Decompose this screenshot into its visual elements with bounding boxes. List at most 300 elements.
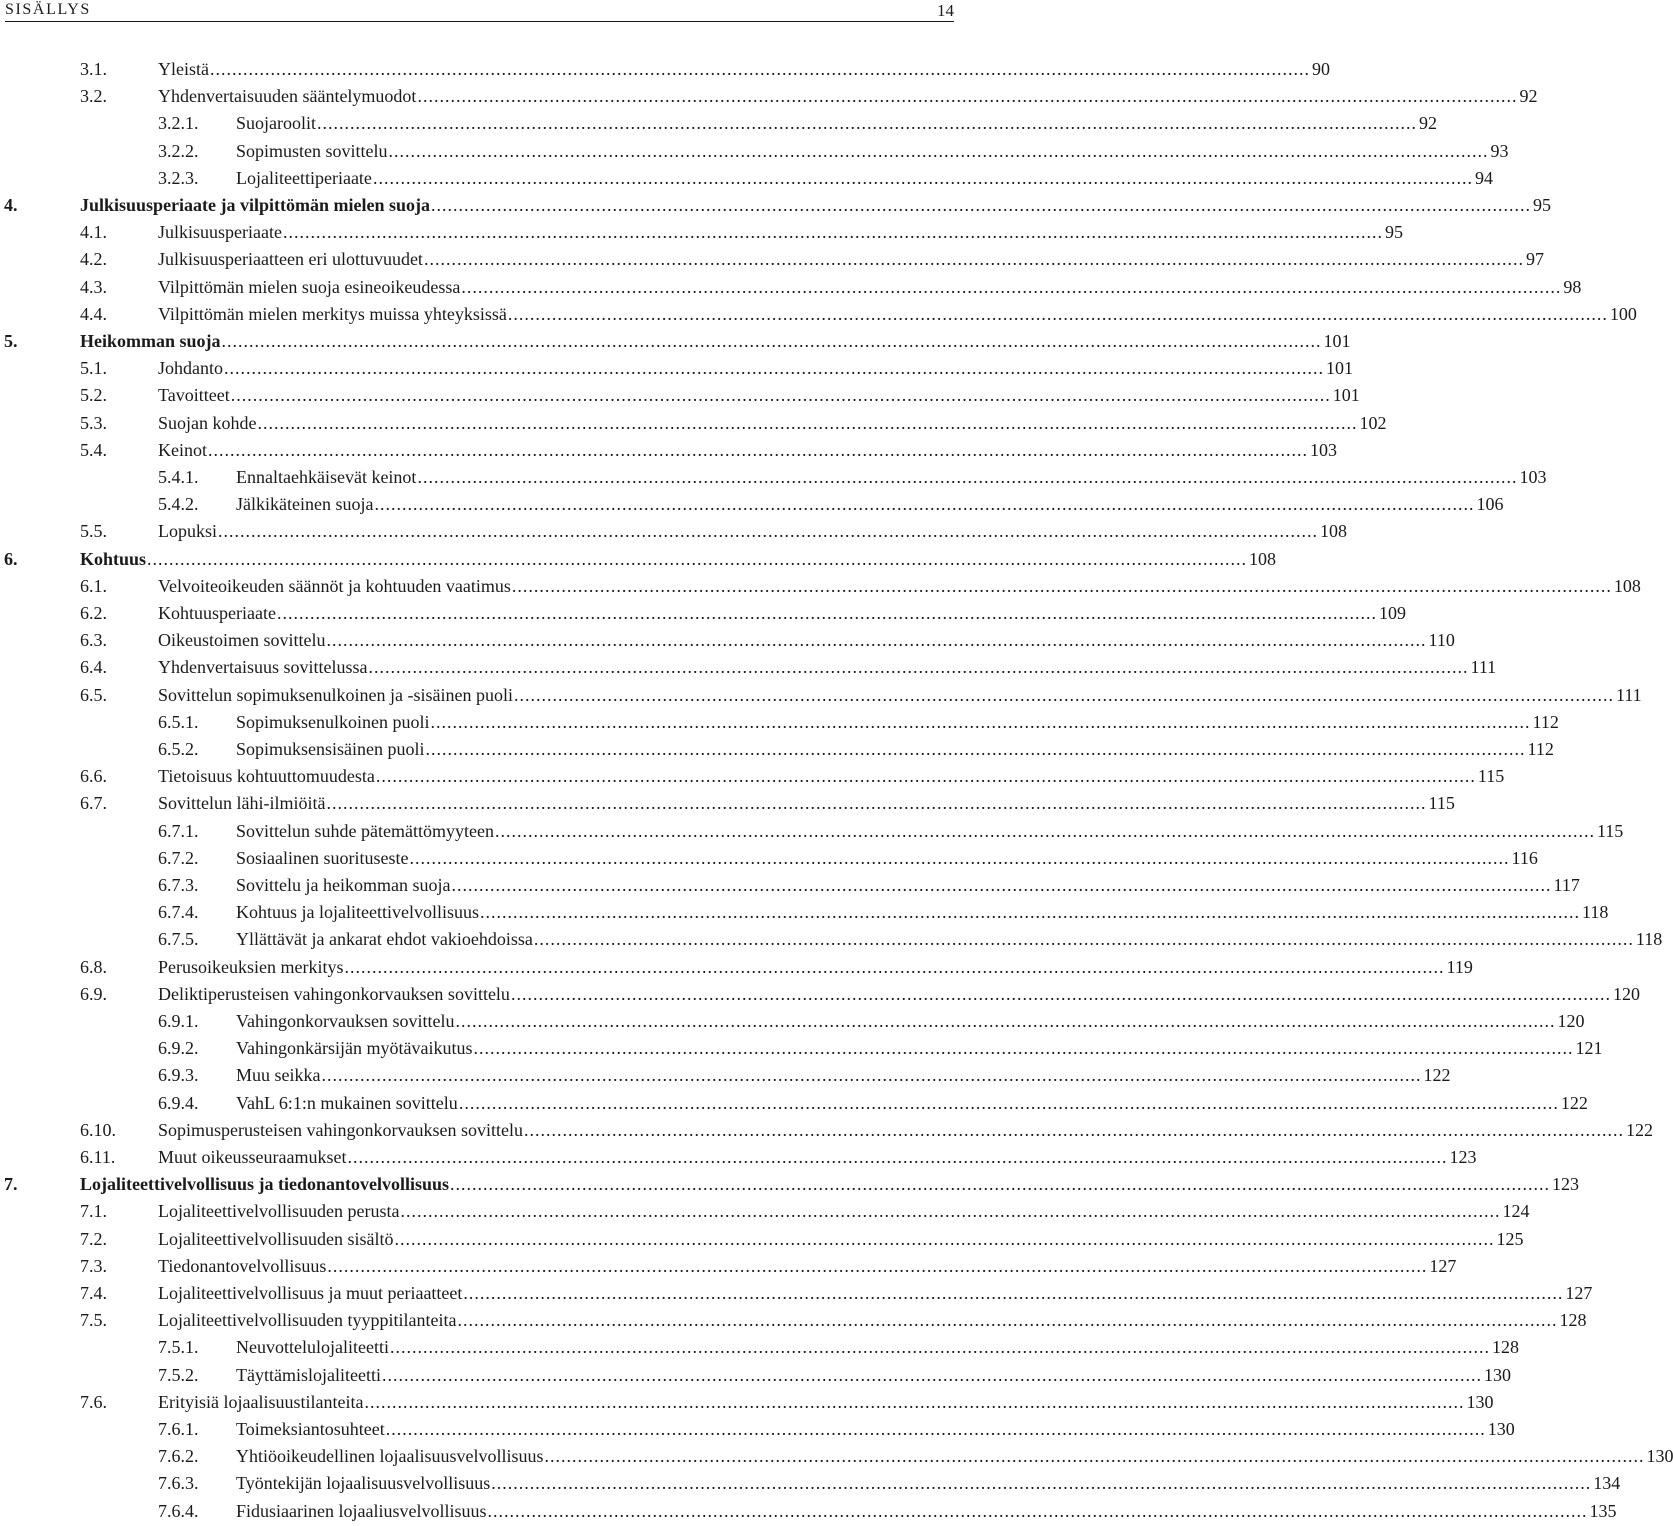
toc-entry-number: 7.5.2.: [158, 1364, 199, 1385]
toc-entry-page: 134: [1593, 1473, 1621, 1494]
toc-entry: [0, 1416, 1515, 1443]
toc-entry: [0, 1062, 1451, 1089]
dot-leader: ........................................................................................................................................................................................................: [326, 793, 1427, 814]
toc-entry-title: Julkisuusperiaate ja vilpittömän mielen suoja: [80, 195, 431, 215]
toc-entry-page: 92: [1519, 86, 1538, 107]
toc-entry-line: [158, 1389, 1494, 1416]
toc-entry: [0, 1226, 1524, 1253]
toc-entry-number: 6.7.3.: [158, 875, 199, 895]
toc-entry-number: 6.10.: [80, 1119, 116, 1140]
toc-entry-line: [158, 600, 1406, 627]
dot-leader: ........................................................................................................................................................................................................: [491, 1473, 1592, 1494]
toc-entry: [0, 1198, 1530, 1225]
toc-entry-page: 128: [1491, 1337, 1519, 1358]
toc-entry-page: 115: [1477, 766, 1505, 787]
toc-entry-page: 103: [1310, 439, 1337, 460]
toc-entry-page: 123: [1449, 1147, 1477, 1167]
toc-entry-line: [158, 573, 1641, 600]
toc-entry: [0, 926, 1663, 953]
dot-leader: ........................................................................................................................................................................................................: [457, 1310, 1558, 1331]
toc-entry-title: Julkisuusperiaatteen eri ulottuvuudet: [158, 249, 423, 270]
dot-leader: ........................................................................................................................................................................................................: [417, 467, 1518, 487]
toc-entry-page: 95: [1533, 195, 1552, 215]
toc-entry-page: 108: [1613, 575, 1641, 596]
dot-leader: ........................................................................................................................................................................................................: [423, 249, 1524, 270]
toc-entry-page: 92: [1419, 113, 1437, 134]
toc-entry-page: 120: [1612, 983, 1640, 1004]
toc-entry: [0, 437, 1337, 464]
toc-entry-page: 122: [1625, 1119, 1653, 1140]
toc-entry-title: Suojaroolit: [236, 113, 316, 134]
toc-entry-page: 101: [1332, 385, 1360, 406]
toc-entry-title: Jälkikäteinen suoja: [236, 494, 374, 515]
toc-entry-number: 5.4.1.: [158, 467, 199, 487]
toc-entry-title: Täyttämislojaliteetti: [236, 1364, 381, 1385]
dot-leader: ........................................................................................................................................................................................................: [368, 657, 1469, 678]
dot-leader: ........................................................................................................................................................................................................: [257, 412, 1358, 433]
dot-leader: ........................................................................................................................................................................................................: [372, 167, 1473, 188]
toc-entry-line: [158, 355, 1353, 382]
toc-entry-number: 3.2.: [80, 86, 107, 107]
dot-leader: ........................................................................................................................................................................................................: [458, 1092, 1559, 1113]
toc-entry-page: 130: [1466, 1391, 1494, 1412]
dot-leader: ........................................................................................................................................................................................................: [494, 820, 1595, 841]
toc-entry-number: 4.: [4, 195, 18, 215]
toc-entry-line: [236, 110, 1437, 137]
dot-leader: ........................................................................................................................................................................................................: [463, 1283, 1564, 1303]
toc-entry-page: 111: [1470, 657, 1497, 678]
toc-entry: [0, 790, 1455, 817]
dot-leader: ........................................................................................................................................................................................................: [147, 548, 1248, 569]
toc-entry: [0, 56, 1330, 83]
toc-entry-title: Sovittelu ja heikomman suoja: [236, 875, 451, 895]
toc-entry-title: Deliktiperusteisen vahingonkorvauksen sovittelu: [158, 983, 510, 1004]
toc-entry-title: Yhdenvertaisuuden sääntelymuodot: [158, 86, 417, 107]
toc-entry-number: 6.1.: [80, 575, 107, 596]
toc-entry: [0, 627, 1455, 654]
toc-entry-title: Sopimuksenulkoinen puoli: [236, 711, 430, 732]
dot-leader: ........................................................................................................................................................................................................: [218, 521, 1319, 542]
toc-entry-title: Sopimuksensisäinen puoli: [236, 739, 425, 759]
dot-leader: ........................................................................................................................................................................................................: [533, 929, 1634, 950]
toc-entry-line: [80, 328, 1351, 355]
dot-leader: ........................................................................................................................................................................................................: [431, 195, 1532, 215]
toc-entry: [0, 1498, 1617, 1525]
toc-entry: [0, 899, 1609, 926]
toc-entry-title: Heikomman suoja: [80, 331, 221, 351]
toc-entry-title: Yhtiöoikeudellinen lojaalisuusvelvollisuus: [236, 1446, 544, 1467]
toc-entry-number: 5.1.: [80, 358, 107, 379]
toc-entry: [0, 954, 1473, 981]
dot-leader: ........................................................................................................................................................................................................: [375, 766, 1476, 787]
toc-entry-title: Lojaliteettivelvollisuus ja muut periaatteet: [158, 1283, 463, 1303]
toc-entry: [0, 301, 1637, 328]
toc-entry-line: [158, 790, 1455, 817]
toc-entry: [0, 110, 1437, 137]
toc-entry-page: 112: [1532, 711, 1559, 732]
toc-entry-number: 6.5.2.: [158, 739, 199, 759]
toc-entry-line: [158, 219, 1403, 246]
toc-entry-title: Johdanto: [158, 358, 223, 379]
dot-leader: ........................................................................................................................................................................................................: [451, 875, 1552, 895]
dot-leader: ........................................................................................................................................................................................................: [430, 711, 1531, 732]
toc-entry-line: [236, 1090, 1588, 1117]
toc-entry-line: [236, 818, 1624, 845]
toc-entry-line: [158, 410, 1387, 437]
dot-leader: ........................................................................................................................................................................................................: [510, 983, 1611, 1004]
toc-entry-title: Lojaliteettiperiaate: [236, 167, 372, 188]
toc-entry-page: 124: [1502, 1201, 1530, 1222]
toc-entry: [0, 546, 1277, 573]
toc-entry-title: Sosiaalinen suorituseste: [236, 847, 409, 868]
toc-entry-number: 6.7.1.: [158, 820, 199, 841]
dot-leader: ........................................................................................................................................................................................................: [394, 1228, 1495, 1249]
toc-entry: [0, 1117, 1653, 1144]
toc-entry-title: Vilpittömän mielen suoja esineoikeudessa: [158, 276, 461, 297]
toc-entry-number: 7.6.: [80, 1391, 107, 1412]
toc-entry-line: [236, 1035, 1603, 1062]
dot-leader: ........................................................................................................................................................................................................: [544, 1446, 1645, 1467]
toc-entry-page: 135: [1589, 1500, 1617, 1521]
toc-entry-page: 90: [1312, 59, 1330, 79]
toc-entry-line: [236, 1416, 1515, 1443]
toc-entry-line: [236, 1443, 1673, 1470]
toc-entry-line: [236, 1334, 1519, 1361]
toc-entry: [0, 1443, 1673, 1470]
toc-entry-line: [236, 1470, 1621, 1497]
toc-entry-number: 7.6.3.: [158, 1473, 199, 1494]
toc-entry-number: 6.3.: [80, 630, 107, 651]
dot-leader: ........................................................................................................................................................................................................: [321, 1065, 1422, 1086]
toc-entry: [0, 382, 1360, 409]
toc-entry-page: 103: [1519, 467, 1547, 487]
toc-entry-number: 6.5.1.: [158, 711, 199, 732]
toc-entry-line: [236, 709, 1559, 736]
toc-entry: [0, 1362, 1511, 1389]
toc-entry-title: Sopimusten sovittelu: [236, 140, 388, 161]
toc-entry: [0, 818, 1624, 845]
toc-entry-page: 118: [1635, 929, 1663, 950]
toc-entry-line: [158, 1226, 1524, 1253]
toc-entry: [0, 1334, 1519, 1361]
toc-entry-page: 101: [1326, 358, 1353, 379]
toc-entry-number: 6.7.2.: [158, 847, 199, 868]
dot-leader: ........................................................................................................................................................................................................: [473, 1038, 1574, 1059]
toc-entry-line: [236, 1362, 1511, 1389]
toc-entry-page: 128: [1559, 1310, 1587, 1331]
toc-entry-number: 4.3.: [80, 276, 107, 297]
toc-entry-line: [158, 1280, 1593, 1307]
dot-leader: ........................................................................................................................................................................................................: [208, 439, 1308, 460]
dot-leader: ........................................................................................................................................................................................................: [507, 303, 1608, 324]
toc-entry-number: 5.4.2.: [158, 494, 199, 515]
toc-entry-page: 100: [1609, 303, 1637, 324]
dot-leader: ........................................................................................................................................................................................................: [388, 140, 1489, 161]
toc-entry: [0, 1090, 1588, 1117]
toc-entry-number: 6.9.2.: [158, 1038, 199, 1059]
toc-entry-title: VahL 6:1:n mukainen sovittelu: [236, 1092, 458, 1113]
toc-entry-number: 6.8.: [80, 956, 107, 977]
toc-entry: [0, 1389, 1494, 1416]
toc-entry: [0, 274, 1582, 301]
toc-entry: [0, 1171, 1580, 1198]
toc-entry-page: 122: [1560, 1092, 1588, 1113]
toc-entry: [0, 1144, 1477, 1171]
toc-entry: [0, 83, 1538, 110]
toc-entry-page: 130: [1483, 1364, 1511, 1385]
toc-entry: [0, 573, 1641, 600]
toc-entry-number: 7.5.: [80, 1310, 107, 1331]
toc-entry-line: [158, 627, 1455, 654]
toc-entry: [0, 165, 1493, 192]
dot-leader: ........................................................................................................................................................................................................: [513, 684, 1614, 705]
toc-entry-number: 7.6.2.: [158, 1446, 199, 1467]
dot-leader: ........................................................................................................................................................................................................: [385, 1419, 1486, 1439]
toc-entry-title: Lojaliteettivelvollisuuden sisältö: [158, 1228, 394, 1249]
toc-entry-title: Julkisuusperiaate: [158, 222, 282, 243]
dot-leader: ........................................................................................................................................................................................................: [210, 59, 1310, 79]
header-rule: [5, 21, 954, 22]
toc-entry-line: [158, 763, 1505, 790]
header-page-number: 14: [937, 1, 954, 20]
toc-entry-line: [236, 165, 1493, 192]
toc-entry: [0, 709, 1559, 736]
dot-leader: ........................................................................................................................................................................................................: [276, 603, 1377, 623]
toc-entry-title: Tavoitteet: [158, 385, 230, 406]
toc-entry: [0, 192, 1552, 219]
toc-entry-number: 6.6.: [80, 766, 107, 787]
toc-entry-page: 109: [1378, 603, 1406, 623]
toc-entry-number: 6.5.: [80, 684, 107, 705]
dot-leader: ........................................................................................................................................................................................................: [364, 1391, 1465, 1412]
toc-entry-title: Tiedonantovelvollisuus: [158, 1255, 327, 1276]
toc-entry: [0, 763, 1505, 790]
toc-entry-number: 6.7.: [80, 793, 107, 814]
toc-entry-page: 115: [1428, 793, 1455, 814]
toc-entry-page: 101: [1323, 331, 1351, 351]
toc-entry-title: Ennaltaehkäisevät keinot: [236, 467, 417, 487]
dot-leader: ........................................................................................................................................................................................................: [381, 1364, 1482, 1385]
toc-entry-title: Toimeksiantosuhteet: [236, 1419, 385, 1439]
toc-entry-page: 106: [1476, 494, 1504, 515]
dot-leader: ........................................................................................................................................................................................................: [344, 956, 1445, 977]
toc-entry: [0, 246, 1544, 273]
toc-entry-title: Kohtuus ja lojaliteettivelvollisuus: [236, 902, 479, 923]
toc-entry-line: [158, 1198, 1530, 1225]
toc-entry-line: [236, 138, 1509, 165]
toc-entry-title: Suojan kohde: [158, 412, 257, 433]
toc-entry-page: 110: [1428, 630, 1455, 651]
toc-entry-number: 3.2.2.: [158, 140, 199, 161]
toc-entry-line: [158, 382, 1360, 409]
toc-entry: [0, 410, 1387, 437]
toc-entry: [0, 518, 1348, 545]
toc-entry-page: 108: [1320, 521, 1348, 542]
dot-leader: ........................................................................................................................................................................................................: [455, 1011, 1556, 1031]
toc-entry-page: 119: [1446, 956, 1473, 977]
toc-entry-page: 130: [1487, 1419, 1515, 1439]
toc-entry-line: [158, 246, 1544, 273]
dot-leader: ........................................................................................................................................................................................................: [511, 575, 1612, 596]
toc-entry-number: 6.9.4.: [158, 1092, 199, 1113]
toc-entry: [0, 600, 1406, 627]
toc-entry-title: Lojaliteettivelvollisuus ja tiedonantovelvollisuus: [80, 1174, 450, 1195]
toc-entry: [0, 1008, 1585, 1035]
toc-entry-page: 102: [1359, 412, 1387, 433]
toc-entry-number: 6.9.: [80, 983, 107, 1004]
toc-entry-number: 5.5.: [80, 521, 107, 542]
toc-entry: [0, 981, 1640, 1008]
toc-entry-title: Sopimusperusteisen vahingonkorvauksen sovittelu: [158, 1119, 523, 1140]
toc-entry-page: 125: [1496, 1228, 1524, 1249]
toc-entry-line: [236, 872, 1580, 899]
toc-entry-page: 117: [1553, 875, 1580, 895]
toc-entry-page: 118: [1581, 902, 1609, 923]
toc-entry-number: 5.4.: [80, 439, 107, 460]
toc-entry-title: Keinot: [158, 439, 207, 460]
toc-entry-line: [236, 464, 1547, 491]
dot-leader: ........................................................................................................................................................................................................: [400, 1201, 1501, 1222]
toc-entry-page: 122: [1423, 1065, 1451, 1086]
toc-entry-number: 7.6.4.: [158, 1500, 199, 1521]
dot-leader: ........................................................................................................................................................................................................: [450, 1174, 1551, 1195]
toc-entry-title: Fidusiaarinen lojaaliusvelvollisuus: [236, 1500, 487, 1521]
toc-entry-line: [236, 491, 1504, 518]
toc-entry-number: 6.7.4.: [158, 902, 199, 923]
dot-leader: ........................................................................................................................................................................................................: [347, 1147, 1448, 1167]
toc-entry-page: 108: [1249, 548, 1277, 569]
toc-entry-line: [80, 546, 1277, 573]
dot-leader: ........................................................................................................................................................................................................: [224, 358, 1324, 379]
toc-entry-page: 112: [1527, 739, 1554, 759]
toc-entry-page: 111: [1615, 684, 1642, 705]
toc-entry-page: 120: [1557, 1011, 1585, 1031]
toc-entry-title: Vahingonkorvauksen sovittelu: [236, 1011, 455, 1031]
toc-entry-line: [158, 981, 1640, 1008]
toc-entry-number: 7.: [4, 1174, 18, 1195]
toc-entry-line: [158, 83, 1538, 110]
dot-leader: ........................................................................................................................................................................................................: [221, 331, 1322, 351]
toc-entry-line: [158, 682, 1642, 709]
toc-entry-number: 3.2.1.: [158, 113, 199, 134]
toc-entry-line: [236, 926, 1663, 953]
toc-entry-line: [158, 1144, 1477, 1171]
dot-leader: ........................................................................................................................................................................................................: [230, 385, 1331, 406]
toc-entry-page: 127: [1565, 1283, 1593, 1303]
toc-entry-title: Velvoiteoikeuden säännöt ja kohtuuden vaatimus: [158, 575, 511, 596]
toc-entry: [0, 654, 1497, 681]
toc-entry-line: [158, 518, 1348, 545]
toc-entry-line: [158, 1307, 1587, 1334]
toc-entry-line: [158, 437, 1337, 464]
toc-entry-title: Lojaliteettivelvollisuuden perusta: [158, 1201, 400, 1222]
toc-entry-line: [158, 1117, 1653, 1144]
dot-leader: ........................................................................................................................................................................................................: [317, 113, 1417, 134]
toc-entry-line: [236, 1062, 1451, 1089]
toc-entry-line: [236, 1008, 1585, 1035]
toc-entry-number: 5.: [4, 331, 18, 351]
toc-entry-line: [236, 736, 1554, 763]
toc-entry: [0, 1307, 1587, 1334]
toc-entry: [0, 1280, 1593, 1307]
toc-entry-number: 4.2.: [80, 249, 107, 270]
toc-entry: [0, 491, 1504, 518]
toc-entry-line: [158, 654, 1497, 681]
running-header: [5, 0, 954, 22]
toc-entry-page: 98: [1563, 276, 1582, 297]
toc-entry-line: [158, 1253, 1457, 1280]
toc-entry-title: Vahingonkärsijän myötävaikutus: [236, 1038, 473, 1059]
toc-entry-number: 6.7.5.: [158, 929, 199, 950]
toc-entry: [0, 464, 1547, 491]
toc-entry-title: Neuvottelulojaliteetti: [236, 1337, 389, 1358]
toc-entry-line: [80, 192, 1552, 219]
dot-leader: ........................................................................................................................................................................................................: [374, 494, 1475, 515]
toc-entry-line: [236, 1498, 1617, 1525]
dot-leader: ........................................................................................................................................................................................................: [461, 276, 1562, 297]
toc-entry-page: 121: [1575, 1038, 1603, 1059]
toc-entry-title: Lojaliteettivelvollisuuden tyyppitilanteita: [158, 1310, 457, 1331]
toc-entry-title: Työntekijän lojaalisuusvelvollisuus: [236, 1473, 491, 1494]
toc-entry-title: Vilpittömän mielen merkitys muissa yhteyksissä: [158, 303, 507, 324]
toc-entry-title: Yllättävät ja ankarat ehdot vakioehdoissa: [236, 929, 533, 950]
dot-leader: ........................................................................................................................................................................................................: [425, 739, 1526, 759]
toc-entry-title: Tietoisuus kohtuuttomuudesta: [158, 766, 375, 787]
toc-entry-page: 93: [1490, 140, 1509, 161]
toc-entry-number: 7.2.: [80, 1228, 107, 1249]
toc-entry-number: 6.11.: [80, 1147, 116, 1167]
toc-entry-page: 115: [1596, 820, 1624, 841]
toc-entry-number: 4.1.: [80, 222, 107, 243]
toc-entry-number: 3.2.3.: [158, 167, 199, 188]
toc-entry-title: Sovittelun suhde pätemättömyyteen: [236, 820, 494, 841]
dot-leader: ........................................................................................................................................................................................................: [327, 1255, 1428, 1276]
dot-leader: ........................................................................................................................................................................................................: [282, 222, 1383, 243]
toc-entry-line: [236, 899, 1609, 926]
toc-entry-title: Kohtuusperiaate: [158, 603, 276, 623]
toc-entry: [0, 1253, 1457, 1280]
toc-entry-line: [158, 954, 1473, 981]
toc-entry-page: 116: [1511, 847, 1538, 868]
toc-entry-title: Muut oikeusseuraamukset: [158, 1147, 347, 1167]
dot-leader: ........................................................................................................................................................................................................: [417, 86, 1518, 107]
toc-entry: [0, 328, 1351, 355]
toc-entry-title: Lopuksi: [158, 521, 218, 542]
toc-entry: [0, 682, 1642, 709]
toc-entry-line: [80, 1171, 1580, 1198]
toc-entry: [0, 1470, 1621, 1497]
toc-entry: [0, 138, 1509, 165]
toc-entry-title: Sovittelun sopimuksenulkoinen ja -sisäinen puoli: [158, 684, 513, 705]
toc-entry-number: 7.4.: [80, 1283, 107, 1303]
toc-entry-line: [158, 56, 1330, 83]
toc-entry-line: [158, 274, 1582, 301]
toc-entry: [0, 219, 1403, 246]
toc-entry-title: Kohtuus: [80, 548, 147, 569]
dot-leader: ........................................................................................................................................................................................................: [523, 1119, 1624, 1140]
toc-entry-line: [236, 845, 1538, 872]
toc-entry-number: 6.: [4, 548, 18, 569]
toc-entry-number: 7.3.: [80, 1255, 107, 1276]
toc-entry-number: 6.9.1.: [158, 1011, 199, 1031]
toc-entry-title: Perusoikeuksien merkitys: [158, 956, 344, 977]
header-title: SISÄLLYS: [5, 1, 91, 18]
toc-entry-title: Erityisiä lojaalisuustilanteita: [158, 1391, 364, 1412]
toc-entry-page: 95: [1384, 222, 1403, 243]
toc-entry-number: 7.1.: [80, 1201, 107, 1222]
dot-leader: ........................................................................................................................................................................................................: [326, 630, 1427, 651]
toc-entry-number: 6.9.3.: [158, 1065, 199, 1086]
